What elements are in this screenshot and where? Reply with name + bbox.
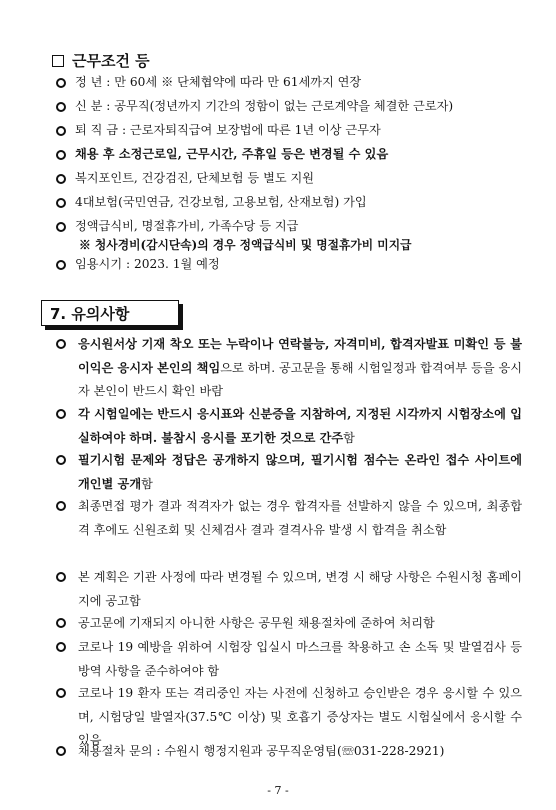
list-item: 정액급식비, 명절휴가비, 가족수당 등 지급 — [56, 218, 298, 235]
notice-item: 필기시험 문제와 정답은 공개하지 않으며, 필기시험 점수는 온라인 접수 사이트에 개인별 공개함 — [56, 449, 522, 496]
circle-bullet-icon — [56, 501, 66, 511]
list-item: 정 년 : 만 60세 ※ 단체협약에 따라 만 61세까지 연장 — [56, 74, 361, 91]
circle-bullet-icon — [56, 222, 66, 232]
circle-bullet-icon — [56, 688, 66, 698]
circle-bullet-icon — [56, 618, 66, 628]
notice-item: 공고문에 기재되지 아니한 사항은 공무원 채용절차에 준하여 처리함 — [56, 612, 522, 636]
circle-bullet-icon — [56, 126, 66, 136]
section-heading-notice: 7. 유의사항 — [41, 300, 179, 326]
list-item: 임용시기 : 2023. 1월 예정 — [56, 256, 220, 273]
circle-bullet-icon — [56, 409, 66, 419]
note-text: ※ 청사경비(감시단속)의 경우 정액급식비 및 명절휴가비 미지급 — [79, 238, 412, 252]
notice-item: 최종면접 평가 결과 적격자가 없는 경우 합격자를 선발하지 않을 수 있으며, 최종합격 후에도 신원조회 및 신체검사 결과 결격사유 발생 시 합격을 취소함 — [56, 495, 522, 542]
circle-bullet-icon — [56, 746, 66, 756]
circle-bullet-icon — [56, 198, 66, 208]
notice-item: 응시원서상 기재 착오 또는 누락이나 연락불능, 자격미비, 합격자발표 미확인 등 불이익은 응시자 본인의 책임으로 하며. 공고문을 통해 시험일정과 합격여부 등을 응시자 본인이 반드시 확인 바람 — [56, 333, 522, 404]
list-item: 채용 후 소정근로일, 근무시간, 주휴일 등은 변경될 수 있음 — [56, 146, 388, 163]
notice-item: 코로나 19 예방을 위하여 시험장 입실시 마스크를 착용하고 손 소독 및 발열검사 등 방역 사항을 준수하여야 함 — [56, 636, 522, 683]
list-item: 퇴 직 금 : 근로자퇴직급여 보장법에 따른 1년 이상 근무자 — [56, 122, 381, 139]
circle-bullet-icon — [56, 78, 66, 88]
circle-bullet-icon — [56, 642, 66, 652]
list-item: 복지포인트, 건강검진, 단체보험 등 별도 지원 — [56, 170, 314, 187]
notice-item: 채용절차 문의 : 수원시 행정지원과 공무직운영팀(☏031-228-2921) — [56, 740, 522, 764]
section-heading-conditions: 근무조건 등 — [52, 50, 150, 71]
notice-item: 코로나 19 환자 또는 격리중인 자는 사전에 신청하고 승인받은 경우 응시할 수 있으며, 시험당일 발열자(37.5℃ 이상) 및 호흡기 증상자는 별도 시험실에서 응시할 수 있음 — [56, 682, 522, 753]
page-number: - 7 - — [267, 784, 289, 797]
circle-bullet-icon — [56, 102, 66, 112]
circle-bullet-icon — [56, 572, 66, 582]
circle-bullet-icon — [56, 150, 66, 160]
circle-bullet-icon — [56, 260, 66, 270]
circle-bullet-icon — [56, 339, 66, 349]
notice-item: 본 계획은 기관 사정에 따라 변경될 수 있으며, 변경 시 해당 사항은 수원시청 홈페이지에 공고함 — [56, 566, 522, 613]
circle-bullet-icon — [56, 174, 66, 184]
notice-item: 각 시험일에는 반드시 응시표와 신분증을 지참하여, 지정된 시각까지 시험장소에 입실하여야 하며. 불참시 응시를 포기한 것으로 간주함 — [56, 403, 522, 450]
list-item: 신 분 : 공무직(정년까지 기간의 정함이 없는 근로계약을 체결한 근로자) — [56, 98, 453, 115]
list-item: 4대보험(국민연금, 건강보험, 고용보험, 산재보험) 가입 — [56, 194, 367, 211]
checkbox-square-icon — [52, 55, 64, 67]
circle-bullet-icon — [56, 455, 66, 465]
